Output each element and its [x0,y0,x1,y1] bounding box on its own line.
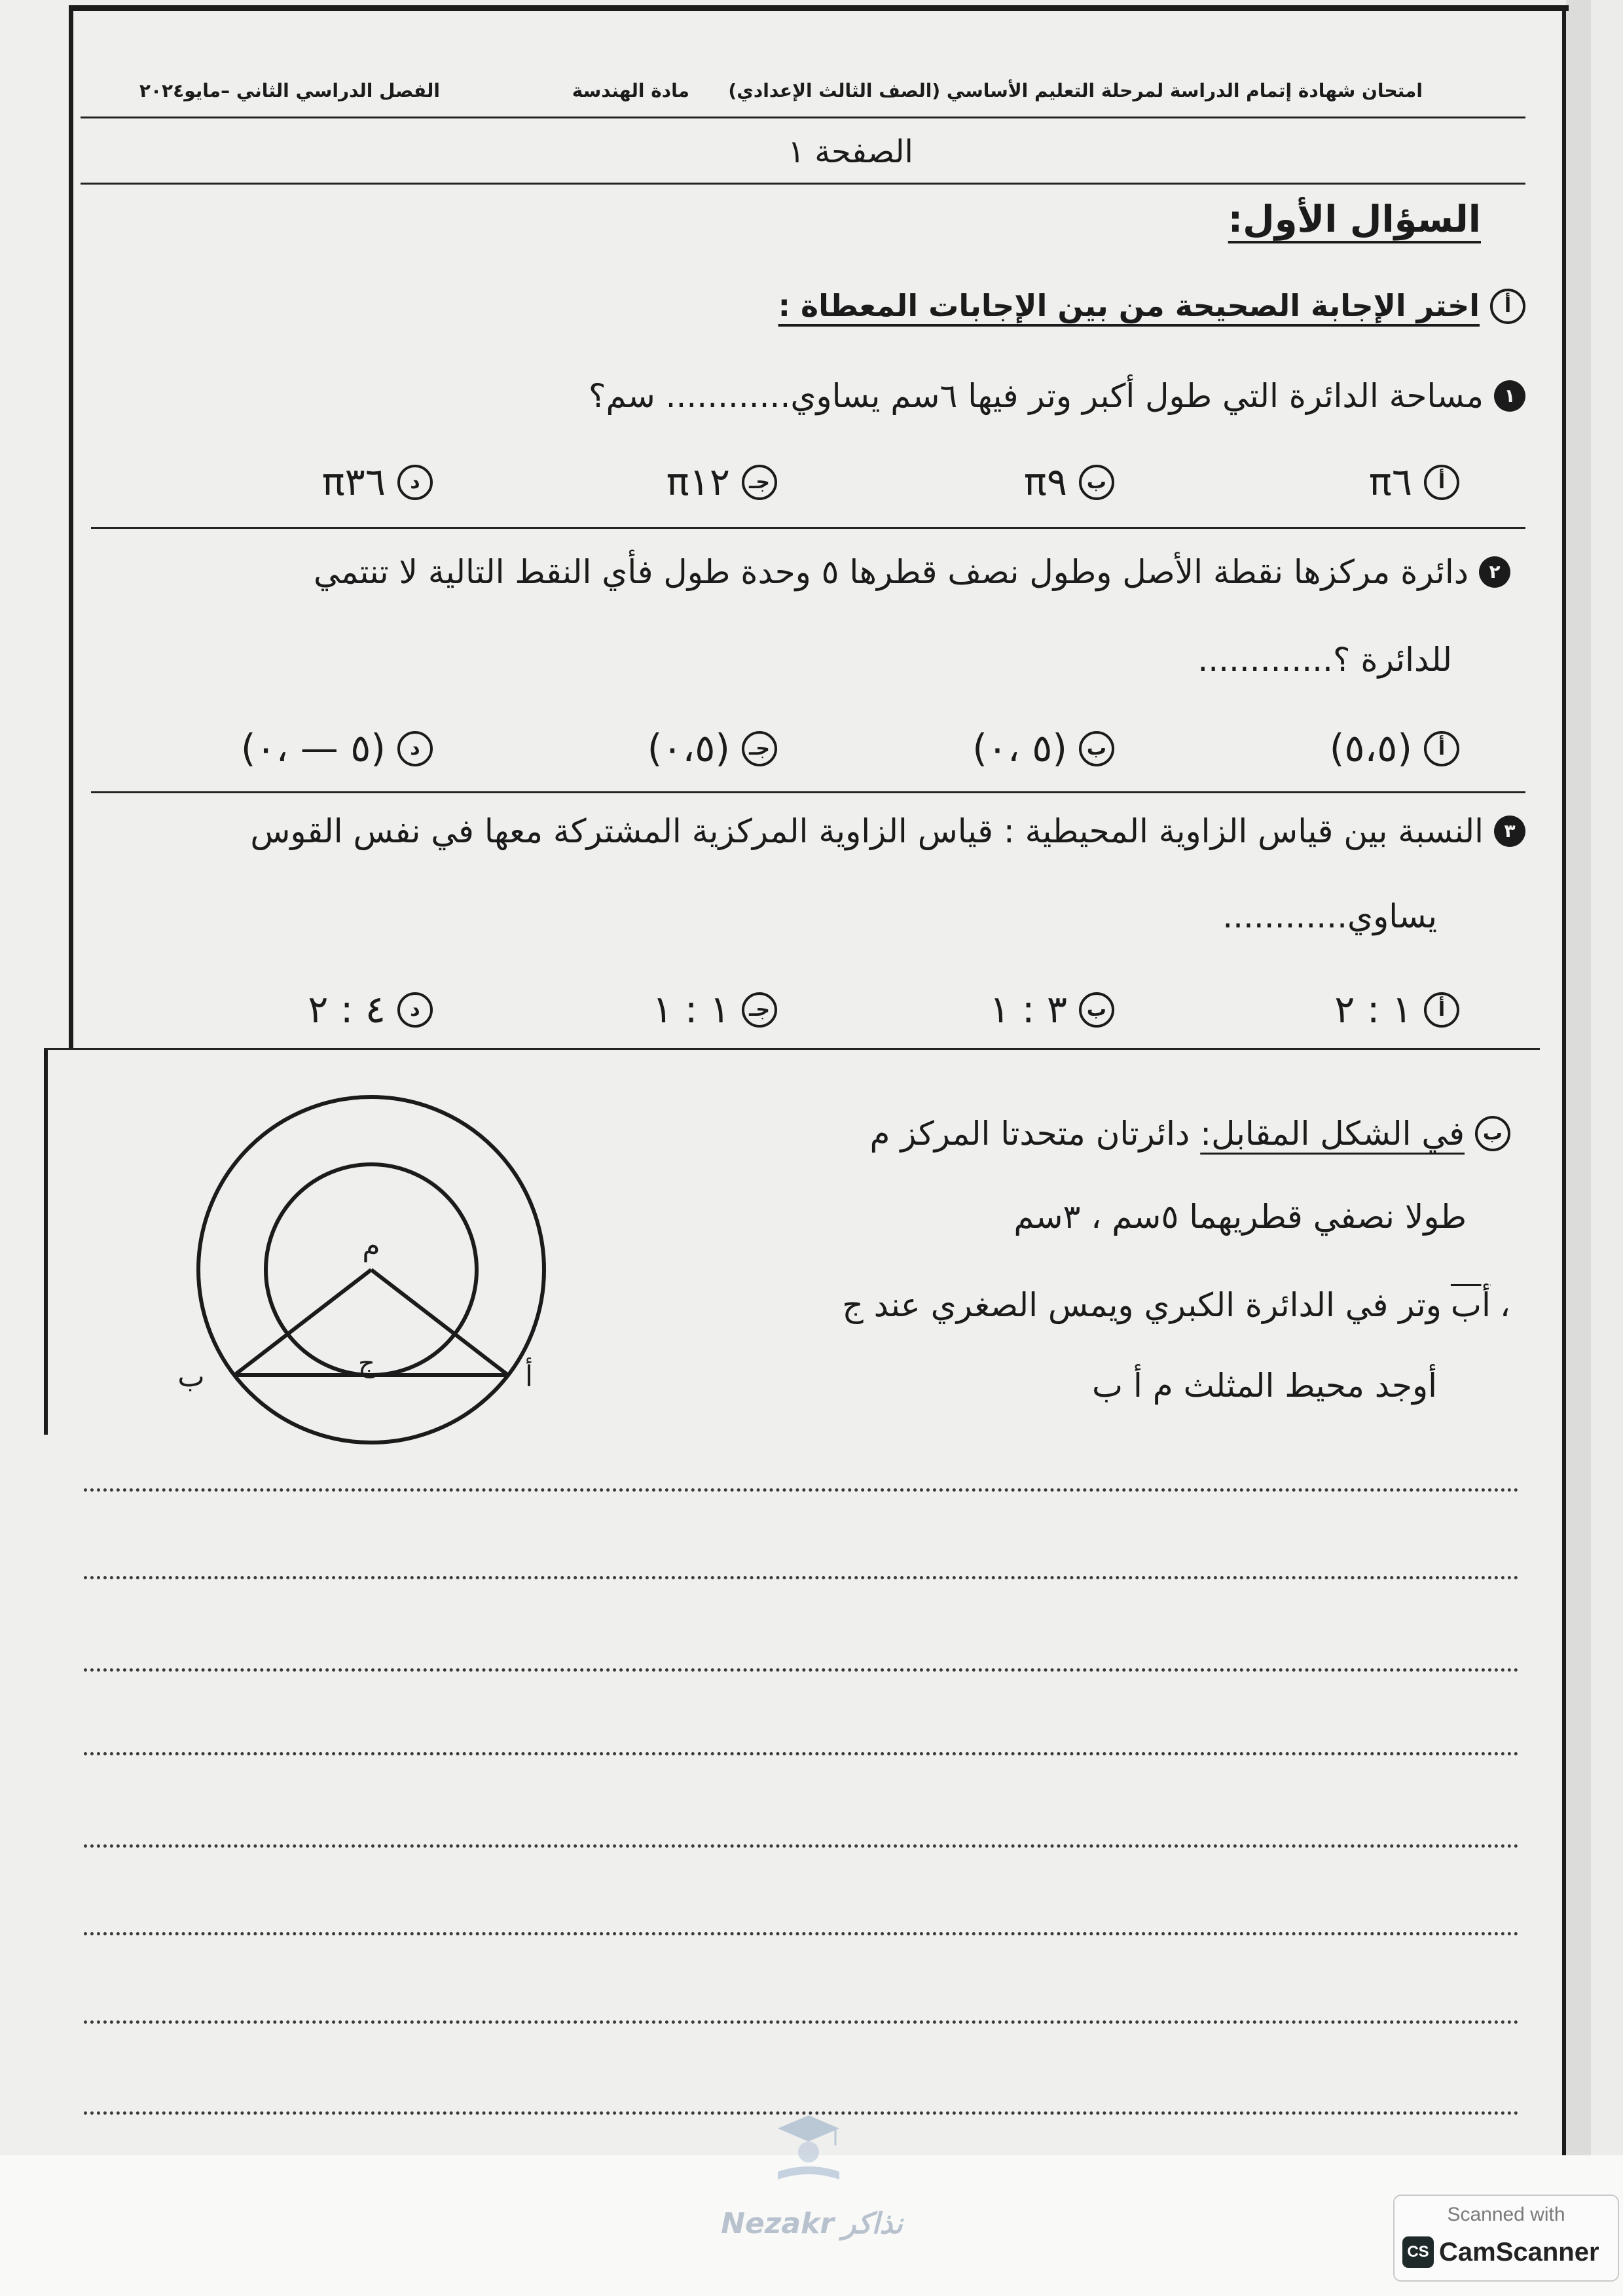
frame-top-border [69,5,1569,11]
question-2-text-continued: للدائرة ؟............. [1197,641,1452,679]
question-title: السؤال الأول: [1228,198,1481,241]
label-point-a: أ [524,1360,534,1393]
part-b-comma: ، [1499,1286,1510,1324]
option-letter: د [397,465,433,500]
question-3-text-continued: يساوي............ [1222,897,1437,935]
part-a-letter: أ [1490,289,1525,324]
option-b [989,985,1114,1035]
question-1-options [0,457,1623,507]
part-b-line-1 [870,1114,1511,1153]
option-d [322,457,433,507]
option-value: ٤ : ٢ [308,987,386,1032]
answer-line [84,1752,1519,1755]
question-3-options [0,985,1623,1035]
answer-line [84,1932,1519,1935]
option-letter: جـ [742,731,777,766]
exam-title: امتحان شهادة إتمام الدراسة لمرحلة التعليم الأساسي (الصف الثالث الإعدادي) [728,80,1423,101]
option-value: (٥ — ،٠) [240,726,386,771]
option-value: π١٢ [666,459,730,505]
label-point-c: ج [358,1348,375,1378]
segment-mb [234,1270,371,1375]
page-label-divider [81,183,1525,185]
page-label: الصفحة ١ [788,134,913,170]
watermark-latin: Nezakr [721,2207,835,2240]
question-3-text: النسبة بين قياس الزاوية المحيطية : قياس الزاوية المركزية المشتركة معها في نفس القوس [250,812,1484,850]
option-a [1369,457,1459,507]
frame-right-border [1562,5,1566,2155]
option-b [1024,457,1114,507]
camscanner-icon: CS [1402,2236,1434,2268]
question-2 [314,552,1510,592]
option-letter: أ [1424,731,1459,766]
option-letter: د [397,992,433,1028]
subject-label: مادة الهندسة [572,80,689,101]
question-2-text: دائرة مركزها نقطة الأصل وطول نصف قطرها ٥ وحدة طول فأي النقط التالية لا تنتمي [313,553,1468,591]
watermark-arabic: نذاكر [842,2207,903,2240]
option-letter: أ [1424,465,1459,500]
option-letter: ب [1079,465,1114,500]
option-letter: أ [1424,992,1459,1028]
watermark-text [674,2207,949,2240]
option-c [652,985,777,1035]
option-c [666,457,777,507]
answer-line [84,1576,1519,1579]
section-divider [44,1048,1540,1050]
option-value: π٦ [1368,459,1412,505]
frame-left-border-lower [44,1049,48,1435]
option-value: (٥،٥) [1329,726,1412,771]
badge-caption: Scanned with [1447,2204,1565,2225]
option-value: (٥ ،٠) [972,726,1067,771]
answer-line [84,1488,1519,1492]
header-divider [81,117,1525,118]
option-letter: جـ [742,465,777,500]
camscanner-badge [1393,2195,1619,2282]
scan-right-edge [1566,0,1591,2155]
part-b-line-3 [842,1285,1510,1325]
question-1-text: مساحة الدائرة التي طول أكبر وتر فيها ٦سم يساوي............ سم؟ [589,377,1484,415]
option-c [647,724,777,774]
part-b-letter: ب [1475,1116,1510,1151]
question-1-number: ١ [1494,380,1525,412]
segment-ab: أب [1450,1286,1491,1324]
option-d [308,985,433,1035]
option-a [1330,724,1459,774]
option-value: ١ : ١ [652,987,730,1032]
term-label: الفصل الدراسي الثاني –مايو٢٠٢٤ [139,80,440,101]
option-d [241,724,433,774]
answer-line [84,1668,1519,1672]
part-a-instruction: اختر الإجابة الصحيحة من بين الإجابات المعطاة : [778,288,1480,323]
label-center-m: م [362,1229,380,1263]
option-letter: جـ [742,992,777,1028]
question-3 [250,812,1525,851]
scan-outer-edge [1591,0,1623,2155]
label-point-b: ب [177,1360,205,1393]
option-value: ٣ : ١ [989,987,1067,1032]
option-value: (٠،٥) [647,726,730,771]
graduation-cap-logo-icon [773,2109,845,2187]
option-a [1334,985,1459,1035]
answer-line [84,2020,1519,2024]
part-b-text: دائرتان متحدتا المركز م [869,1115,1190,1153]
part-b-heading: في الشكل المقابل: [1200,1115,1465,1153]
option-value: π٣٦ [321,459,386,505]
question-divider [91,527,1525,529]
option-b [972,724,1114,774]
segment-ma [371,1270,508,1375]
question-2-options [0,724,1623,774]
part-b-text: وتر في الدائرة الكبري ويمس الصغري عند ج [842,1286,1442,1324]
badge-brand: CamScanner [1439,2237,1599,2267]
option-letter: ب [1079,992,1114,1028]
question-2-number: ٢ [1479,556,1510,588]
question-1 [589,376,1525,416]
answer-line [84,1844,1519,1848]
part-b-line-4: أوجد محيط المثلث م أ ب [1092,1367,1437,1405]
option-letter: ب [1079,731,1114,766]
part-a-heading [778,288,1525,324]
option-letter: د [397,731,433,766]
question-divider [91,791,1525,793]
concentric-circles-figure [151,1060,609,1466]
question-3-number: ٣ [1494,816,1525,847]
option-value: π٩ [1023,459,1067,505]
badge-brand-row [1402,2236,1599,2268]
frame-left-border [69,5,73,1050]
option-value: ١ : ٢ [1334,987,1412,1032]
part-b-line-2: طولا نصفي قطريهما ٥سم ، ٣سم [1013,1198,1467,1236]
